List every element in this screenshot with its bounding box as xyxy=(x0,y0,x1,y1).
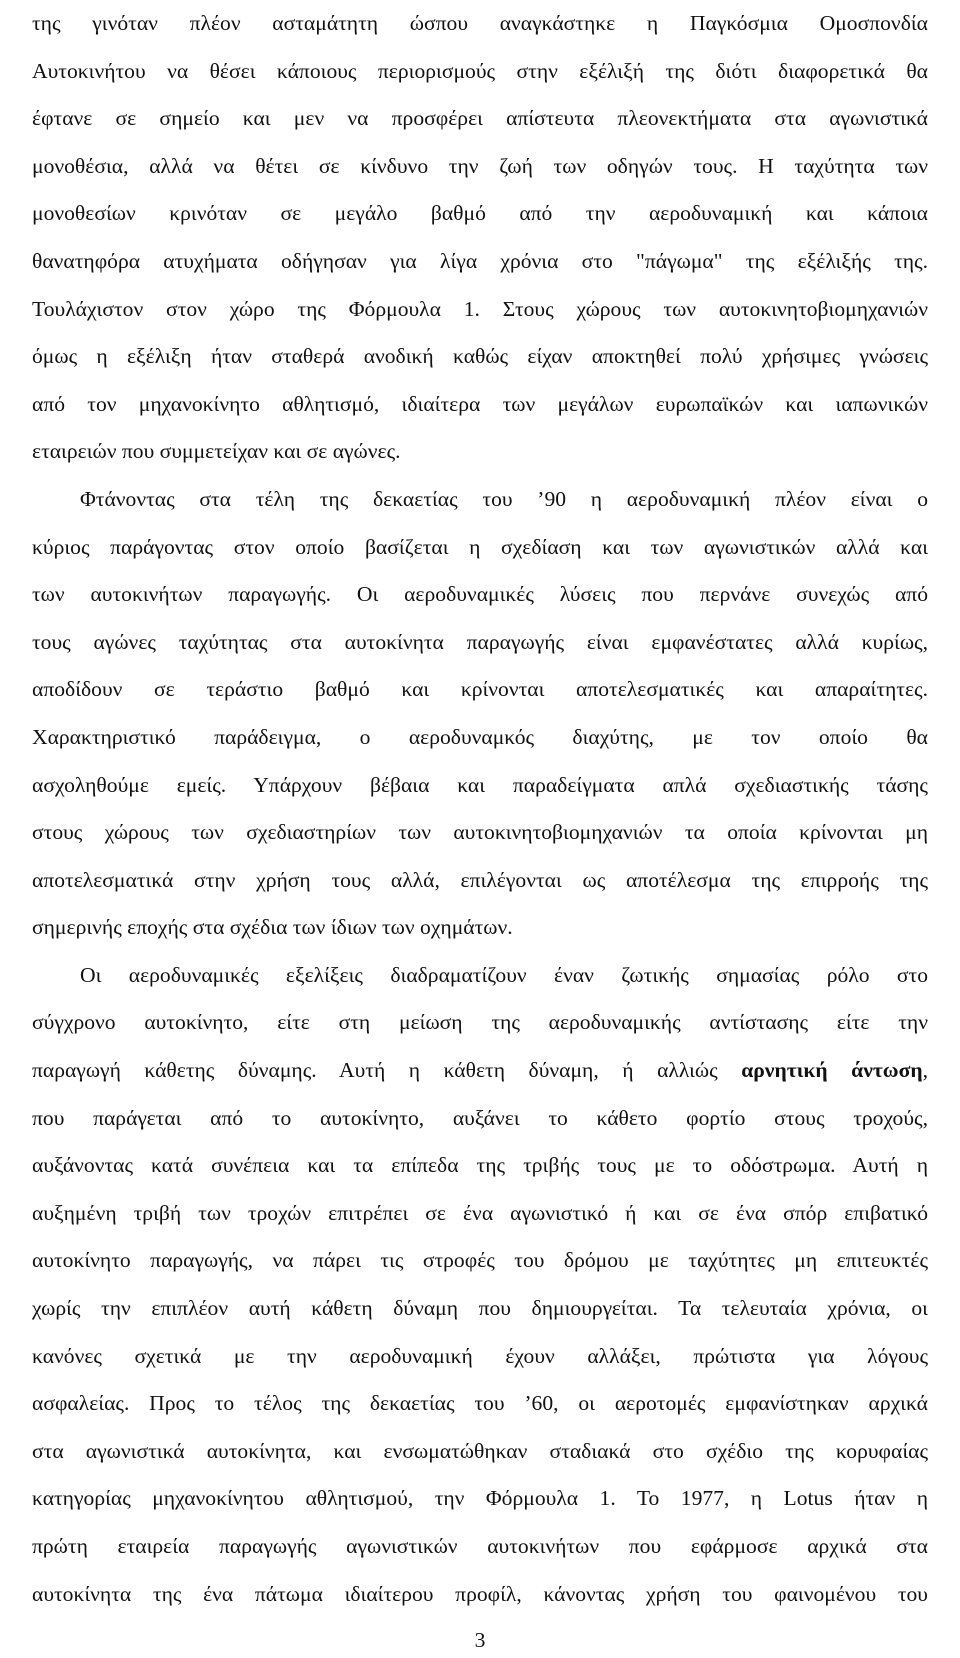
text-line: Τουλάχιστον στον χώρο της Φόρμουλα 1. Στους χώρους των αυτοκινητοβιομηχανιών xyxy=(32,296,928,321)
paragraph-first-line: Φτάνοντας στα τέλη της δεκαετίας του ’90 η αεροδυναμική πλέον είναι ο xyxy=(80,486,928,511)
text-line: αποδίδουν σε τεράστιο βαθμό και κρίνονται αποτελεσματικές και απαραίτητες. xyxy=(32,677,928,702)
text-line: των αυτοκινήτων παραγωγής. Οι αεροδυναμικές λύσεις που περνάνε συνεχώς από xyxy=(32,582,928,607)
text-line: στα αγωνιστικά αυτοκίνητα, και ενσωματώθηκαν σταδιακά στο σχέδιο της κορυφαίας xyxy=(32,1438,928,1463)
text-line: από τον μηχανοκίνητο αθλητισμό, ιδιαίτερα των μεγάλων ευρωπαϊκών και ιαπωνικών xyxy=(32,391,928,416)
text-line: αυξημένη τριβή των τροχών επιτρέπει σε ένα αγωνιστικό ή και σε ένα σπόρ επιβατικό xyxy=(32,1200,928,1225)
text-line: όμως η εξέλιξη ήταν σταθερά ανοδική καθώς είχαν αποκτηθεί πολύ χρήσιμες γνώσεις xyxy=(32,344,928,369)
page-number: 3 xyxy=(474,1628,486,1652)
text-segment: , xyxy=(922,1058,928,1083)
text-line-with-emphasis xyxy=(32,1047,928,1095)
text-segment: παραγωγή κάθετης δύναμης. Αυτή η κάθετη δύναμη, ή αλλιώς xyxy=(32,1058,742,1083)
text-line: έφτανε σε σημείο και μεν να προσφέρει απίστευτα πλεονεκτήματα στα αγωνιστικά xyxy=(32,106,928,131)
text-line: σημερινής εποχής στα σχέδια των ίδιων των οχημάτων. xyxy=(32,915,513,940)
text-line: στους χώρους των σχεδιαστηρίων των αυτοκινητοβιομηχανιών τα οποία κρίνονται μη xyxy=(32,820,928,845)
text-line: σύγχρονο αυτοκίνητο, είτε στη μείωση της αεροδυναμικής αντίστασης είτε την xyxy=(32,1010,928,1035)
text-line: κανόνες σχετικά με την αεροδυναμική έχουν αλλάξει, πρώτιστα για λόγους xyxy=(32,1343,928,1368)
text-line: της γινόταν πλέον ασταμάτητη ώσπου αναγκάστηκε η Παγκόσμια Ομοσπονδία xyxy=(32,11,928,35)
text-line: αυξάνοντας κατά συνέπεια και τα επίπεδα της τριβής τους με το οδόστρωμα. Αυτή η xyxy=(32,1153,928,1178)
text-line: θανατηφόρα ατυχήματα οδήγησαν για λίγα χρόνια στο "πάγωμα" της εξέλιξής της. xyxy=(32,248,928,273)
body-text xyxy=(32,0,928,1618)
text-line: χωρίς την επιπλέον αυτή κάθετη δύναμη που δημιουργείται. Τα τελευταία χρόνια, οι xyxy=(32,1296,928,1321)
text-line: μονοθεσίων κρινόταν σε μεγάλο βαθμό από την αεροδυναμική και κάποια xyxy=(32,201,928,226)
text-line: ασφαλείας. Προς το τέλος της δεκαετίας του ’60, οι αεροτομές εμφανίστηκαν αρχικά xyxy=(32,1391,928,1416)
text-line: αυτοκίνητα της ένα πάτωμα ιδιαίτερου προφίλ, κάνοντας χρήση του φαινομένου του xyxy=(32,1581,928,1606)
text-line: πρώτη εταιρεία παραγωγής αγωνιστικών αυτοκινήτων που εφάρμοσε αρχικά στα xyxy=(32,1534,928,1558)
text-line: τους αγώνες ταχύτητας στα αυτοκίνητα παραγωγής είναι εμφανέστατες αλλά κυρίως, xyxy=(32,629,928,654)
paragraph-first-line: Οι αεροδυναμικές εξελίξεις διαδραματίζουν έναν ζωτικής σημασίας ρόλο στο xyxy=(80,962,928,987)
text-line: κατηγορίας μηχανοκίνητου αθλητισμού, την Φόρμουλα 1. Το 1977, η Lotus ήταν η xyxy=(32,1486,928,1511)
bold-term: αρνητική άντωση xyxy=(741,1058,923,1083)
text-line: ασχοληθούμε εμείς. Υπάρχουν βέβαια και παραδείγματα απλά σχεδιαστικής τάσης xyxy=(32,772,928,797)
text-line: αυτοκίνητο παραγωγής, να πάρει τις στροφές του δρόμου με ταχύτητες μη επιτευκτές xyxy=(32,1248,928,1273)
text-line: κύριος παράγοντας στον οποίο βασίζεται η σχεδίαση και των αγωνιστικών αλλά και xyxy=(32,534,928,559)
text-line: που παράγεται από το αυτοκίνητο, αυξάνει το κάθετο φορτίο στους τροχούς, xyxy=(32,1105,928,1130)
text-line: εταιρειών που συμμετείχαν και σε αγώνες. xyxy=(32,439,401,464)
text-line: αποτελεσματικά στην χρήση τους αλλά, επιλέγονται ως αποτέλεσμα της επιρροής της xyxy=(32,867,928,892)
text-line: Χαρακτηριστικό παράδειγμα, ο αεροδυναμκός διαχύτης, με τον οποίο θα xyxy=(32,724,928,749)
text-line: Αυτοκινήτου να θέσει κάποιους περιορισμούς στην εξέλιξή της διότι διαφορετικά θα xyxy=(32,58,928,83)
text-line: μονοθέσια, αλλά να θέτει σε κίνδυνο την ζωή των οδηγών τους. Η ταχύτητα των xyxy=(32,153,928,178)
